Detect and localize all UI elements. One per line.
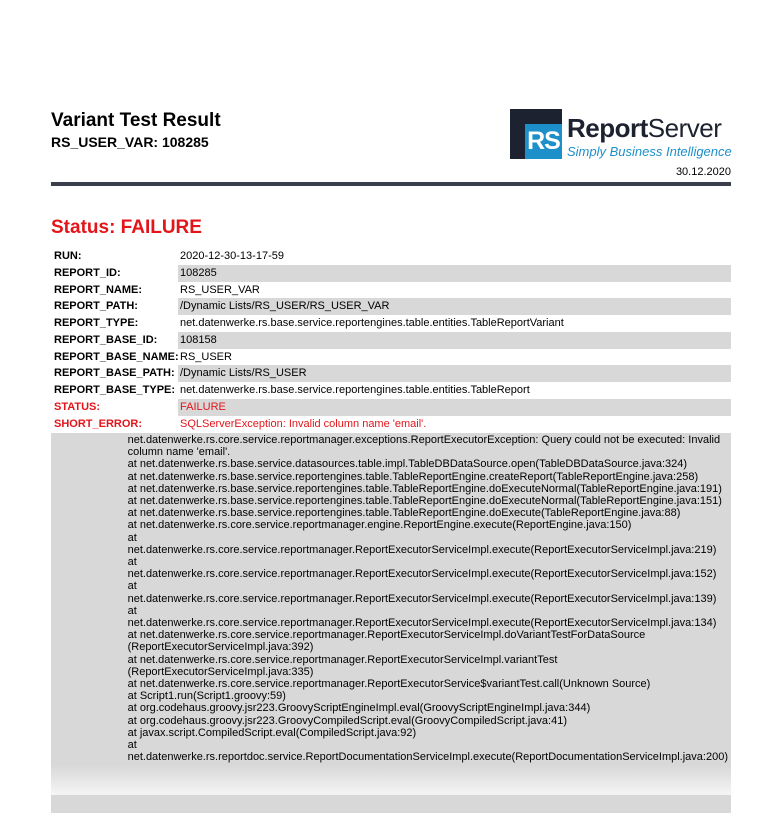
row-key: REPORT_TYPE:	[54, 317, 139, 329]
stack-trace-line: at javax.script.CompiledScript.eval(CompiledScript.java:92)	[127, 726, 417, 739]
table-row	[51, 282, 731, 299]
row-key: REPORT_ID:	[54, 266, 121, 279]
stack-trace-line: at net.datenwerke.rs.base.service.reportengines.table.TableReportEngine.doExecuteNormal(TableReportEngine.java:151)	[127, 495, 722, 508]
row-key: REPORT_BASE_TYPE:	[54, 384, 176, 396]
table-row	[51, 265, 731, 282]
stack-trace-line: at net.datenwerke.rs.core.service.reportmanager.engine.ReportEngine.execute(ReportEngine.java:150)	[127, 519, 632, 532]
stack-trace-line: at net.datenwerke.rs.core.service.reportmanager.ReportExecutorServiceImpl.execute(ReportExecutorServiceImpl.java:139)	[127, 580, 717, 605]
table-row	[51, 248, 731, 265]
row-key: REPORT_BASE_ID:	[54, 333, 158, 346]
stack-trace-line: at org.codehaus.groovy.jsr223.GroovyCompiledScript.eval(GroovyCompiledScript.java:41)	[127, 714, 567, 727]
stack-trace-line: at Script1.run(Script1.groovy:59)	[127, 690, 286, 703]
logo-mark: RS	[525, 124, 562, 159]
stack-trace-line: at net.datenwerke.rs.base.service.datasources.table.impl.TableDBDataSource.open(TableDBDataSource.java:324)	[127, 458, 688, 471]
result-table	[51, 248, 731, 432]
row-value: net.datenwerke.rs.base.service.reportengines.table.entities.TableReportVariant	[180, 317, 564, 329]
header-divider	[51, 182, 731, 186]
row-value: RS_USER	[180, 350, 232, 363]
reportserver-logo	[510, 109, 731, 159]
table-row	[51, 382, 731, 399]
row-value: FAILURE	[178, 399, 731, 416]
table-row	[51, 298, 731, 315]
table-row	[51, 399, 731, 416]
stack-trace-key	[51, 433, 126, 813]
stack-trace-line: at net.datenwerke.rs.core.service.reportmanager.ReportExecutorServiceImpl.execute(ReportExecutorServiceImpl.java:152)	[127, 556, 717, 581]
stack-trace-line: at org.codehaus.groovy.jsr223.GroovyScriptEngineImpl.eval(GroovyScriptEngineImpl.java:344)	[127, 702, 591, 715]
row-key: SHORT_ERROR:	[54, 417, 143, 430]
stack-trace-row	[51, 433, 731, 813]
logo-name	[567, 113, 721, 143]
table-row	[51, 349, 731, 366]
row-key: REPORT_BASE_PATH:	[54, 367, 175, 380]
stack-trace-line: at net.datenwerke.rs.core.service.reportmanager.ReportExecutorService$variantTest.call(Unknown Source)	[127, 678, 651, 691]
row-value: /Dynamic Lists/RS_USER/RS_USER_VAR	[178, 298, 731, 315]
stack-trace-line: at net.datenwerke.rs.base.service.reportengines.table.TableReportEngine.doExecute(TableReportEngine.java:88)	[127, 507, 681, 520]
row-key: STATUS:	[54, 400, 101, 413]
row-key: REPORT_BASE_NAME:	[54, 350, 179, 363]
logo-name-regular: Server	[647, 113, 722, 143]
row-key: RUN:	[54, 250, 82, 262]
row-value: 2020-12-30-13-17-59	[180, 250, 284, 262]
table-row	[51, 365, 731, 382]
row-value: net.datenwerke.rs.base.service.reportengines.table.entities.TableReport	[180, 384, 530, 396]
stack-trace-line: at net.datenwerke.rs.base.service.reportengines.table.TableReportEngine.createReport(TableReportEngine.java:258)	[127, 470, 699, 483]
stack-trace-line: at net.datenwerke.rs.core.service.reportmanager.ReportExecutorServiceImpl.doVariantTestForDataSource (ReportExecutorServiceImpl.java:392)	[127, 629, 646, 654]
row-key: REPORT_NAME:	[54, 283, 143, 296]
report-date: 30.12.2020	[675, 166, 731, 178]
page-title: Variant Test Result	[51, 110, 221, 131]
page-subtitle: RS_USER_VAR: 108285	[51, 134, 209, 150]
stack-trace-line: at net.datenwerke.rs.core.service.reportmanager.ReportExecutorServiceImpl.execute(ReportExecutorServiceImpl.java:134)	[127, 604, 717, 630]
row-value: RS_USER_VAR	[180, 283, 260, 296]
row-value: SQLServerException: Invalid column name 'email'.	[180, 417, 427, 430]
row-value: /Dynamic Lists/RS_USER	[178, 365, 731, 382]
logo-name-bold: Report	[567, 113, 648, 143]
row-value: 108158	[178, 332, 731, 349]
stack-trace-line: net.datenwerke.rs.core.service.reportmanager.exceptions.ReportExecutorException: Query could not be executed: Invalid column name 'email'.	[127, 434, 721, 459]
row-key: REPORT_PATH:	[54, 300, 138, 313]
table-row	[51, 332, 731, 349]
stack-trace-line: at net.datenwerke.rs.core.service.reportmanager.ReportExecutorServiceImpl.execute(ReportExecutorServiceImpl.java:219)	[127, 531, 717, 556]
logo-tagline: Simply Business Intelligence	[567, 144, 732, 159]
stack-trace	[126, 433, 731, 813]
status-heading: Status: FAILURE	[51, 217, 202, 238]
row-value: 108285	[178, 265, 731, 282]
stack-trace-line: at net.datenwerke.rs.core.service.reportmanager.ReportExecutorServiceImpl.variantTest (ReportExecutorServiceImpl.java:335)	[127, 653, 558, 678]
table-row	[51, 315, 731, 332]
table-row	[51, 416, 731, 433]
stack-trace-line: at net.datenwerke.rs.base.service.reportengines.table.TableReportEngine.doExecuteNormal(TableReportEngine.java:191)	[127, 482, 722, 495]
stack-trace-line: at net.datenwerke.rs.reportdoc.service.ReportDocumentationServiceImpl.execute(ReportDocumentationServiceImpl.java:200)	[127, 739, 728, 764]
bottom-fade	[0, 765, 784, 795]
